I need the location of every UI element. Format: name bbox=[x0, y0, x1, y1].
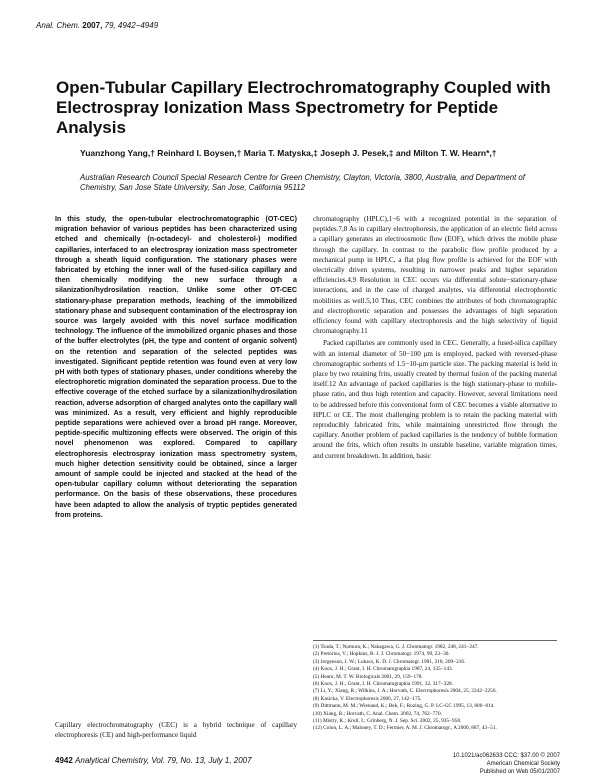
author-list: Yuanzhong Yang,† Reinhard I. Boysen,† Maria T. Matyska,‡ Joseph J. Pesek,‡ and Milton T. W. Hearn*,† bbox=[80, 148, 497, 158]
intro-paragraph: Capillary electrochromatography (CEC) is a hybrid technique of capillary electrophoresis (CE) and high-performance liquid bbox=[55, 721, 297, 740]
affiliation: Australian Research Council Special Research Centre for Green Chemistry, Clayton, Victoria, 3800, Australia, and Department of Chemistry, San Jose State University, San Jose, California 95112 bbox=[80, 173, 525, 192]
journal-year: 2007, bbox=[82, 21, 103, 30]
reference-item: (2) Pretorius, V.; Hopkins, B. J. J. Chromatogr. 1974, 99, 23−30. bbox=[313, 651, 450, 658]
reference-item: (5) Hearn, M. T. W. Biologicals 2001, 29, 159−178. bbox=[313, 673, 423, 680]
doi-line: 10.1021/ac062633 CCC: $37.00 © 2007 American Chemical Society bbox=[452, 753, 560, 767]
reference-item: (10) Xiang, R.; Horvath, C. Anal. Chem. 2002, 74, 762−770. bbox=[313, 710, 442, 717]
reference-item: (12) Colon, L. A.; Maloney, T. D.; Fermier, A. M. J. Chromatogr., A 2000, 887, 43−51. bbox=[313, 725, 497, 732]
body-paragraph: Packed capillaries are commonly used in CEC. Generally, a fused-silica capillary with an internal diameter of 50−100 μm is employed, packed with reversed-phase chromatographic sorbents of 1.5−10-μm particle size. The packing material is held in place by two retaining frits, usually created by thermal fusion of the packing material itself.12 An advantage of packed capillaries is the high stationary-phase to mobile-phase ratio, and thus high retention and capacity. However, several limitations need to be addressed before this conventional form of CEC becomes a viable alternative to HPLC or CE. The most challenging problem is to retain the packing material with reproducibly fabricated frits, while maintaining unrestricted flow through the capillary. Another problem of packed capillaries is the tendency of bubble formation around the frits, which often results in unstable baseline, variable migration times, and current breakdown. In addition, basic bbox=[313, 339, 557, 460]
journal-pages: 4942−4949 bbox=[117, 21, 159, 30]
reference-item: (3) Jorgenson, J. W.; Lukacs, K. D. J. Chromatogr. 1981, 218, 209−216. bbox=[313, 658, 466, 665]
right-column-body bbox=[313, 214, 557, 463]
abstract: In this study, the open-tubular electrochromatographic (OT-CEC) migration behavior of various peptides has been characterized using etched and chemically (n-octadecyl- and cholesterol-) modified capillaries, interfaced to an electrospray ionization mass spectrometer through a sheath liquid configuration. The stationary phases were fabricated by etching the inner wall of the fused-silica capillary and then chemically modifying the new surface through a silanization/hydrosilation reaction. Unlike some other OT-CEC stationary-phase preparation methods, leaching of the immobilized stationary phase and subsequent contamination of the electrospray ion source was largely avoided with this novel surface modification technology. The influence of the immobilized organic phases and those of the buffer electrolytes (pH, the type and content of organic solvent) on the retention and separation of the selected peptides was investigated. Significant peptide retention was found even at very low pH with both types of stationary phases, under conditions whereby the electrophoretic migration dominated the separation process. Due to the effective coverage of the etched surface by a silanization/hydrosilation reaction, adverse adsorption of charged analytes onto the capillary wall was minimized. As a result, very efficient and highly reproducible peptide separations were achieved over a broad pH range. Moreover, peptide-specific multizoning effects were observed. The origin of this novel phenomenon was explored. Compared to capillary electrophoresis electrospray ionization mass spectrometry system, much higher detection sensitivity could be obtained, since a larger amount of sample could be injected and stacked at the head of the open-tubular capillary column without deteriorating the separation performance. On the basis of these observations, these procedures have been adapted to allow the analysis of tryptic peptides generated from proteins. bbox=[55, 215, 297, 519]
body-paragraph: chromatography (HPLC),1−6 with a recognized potential in the separation of peptides.7,8 As in capillary electrophoresis, the application of an electric field across a capillary generates an electroosmotic flow (EOF), which drives the mobile phase through the capillary. In contrast to the parabolic flow profile produced by a mechanical pump in HPLC, a flat plug flow profile is achieved for the EOF with electrically driven systems, resulting in narrower peaks and higher separation efficiencies.4,9 Resolution in CEC occurs via differential solute−stationary-phase interactions, and in the case of charged analytes, via differential electrophoretic mobilities as well.5,10 Thus, CEC combines the attributes of both chromatographic and electrophoretic separation and possesses the advantages of high separation efficiency found with capillary electrophoresis and the high selectivity of liquid chromatography.11 bbox=[313, 215, 557, 336]
article-title: Open-Tubular Capillary Electrochromatography Coupled with Electrospray Ionization Mass Spectrometry for Peptide Analysis bbox=[56, 78, 551, 137]
journal-abbrev: Anal. Chem. bbox=[36, 21, 81, 30]
reference-list bbox=[313, 644, 557, 733]
page-footer bbox=[55, 756, 252, 765]
published-line: Published on Web 05/01/2007 bbox=[479, 769, 560, 775]
reference-item: (9) Dittmann, M. M.; Wienand, K.; Bek, F.; Rozing, G. P. LC-GC 1995, 13, 800−814. bbox=[313, 703, 495, 710]
journal-volume: 79, bbox=[104, 21, 116, 30]
footer-journal: Analytical Chemistry, Vol. 79, No. 13, July 1, 2007 bbox=[75, 756, 252, 765]
reference-item: (1) Tsuda, T.; Nomura, K.; Nakagawa, G. J. Chromatogr. 1982, 248, 241−247. bbox=[313, 644, 479, 650]
page-number: 4942 bbox=[55, 756, 73, 765]
reference-item: (8) Kasicka, V. Electrophoresis 2006, 27, 142−175. bbox=[313, 695, 422, 702]
journal-citation bbox=[36, 21, 158, 30]
reference-item: (7) Li, Y.; Xiang, R.; Wilkins, J. A.; Horvath, C. Electrophoresis 2004, 25, 2242−2256. bbox=[313, 688, 497, 695]
reference-item: (11) Mistry, K.; Krull, I.; Grinberg, N. J. Sep. Sci. 2002, 25, 935−958. bbox=[313, 718, 462, 725]
references-divider bbox=[313, 640, 557, 641]
reference-item: (6) Knox, J. H.; Grant, I. H. Chromatographia 1991, 32, 317−328. bbox=[313, 681, 453, 688]
publication-info bbox=[430, 752, 560, 776]
reference-item: (4) Knox, J. H.; Grant, I. H. Chromatographia 1987, 24, 135−143. bbox=[313, 666, 453, 673]
